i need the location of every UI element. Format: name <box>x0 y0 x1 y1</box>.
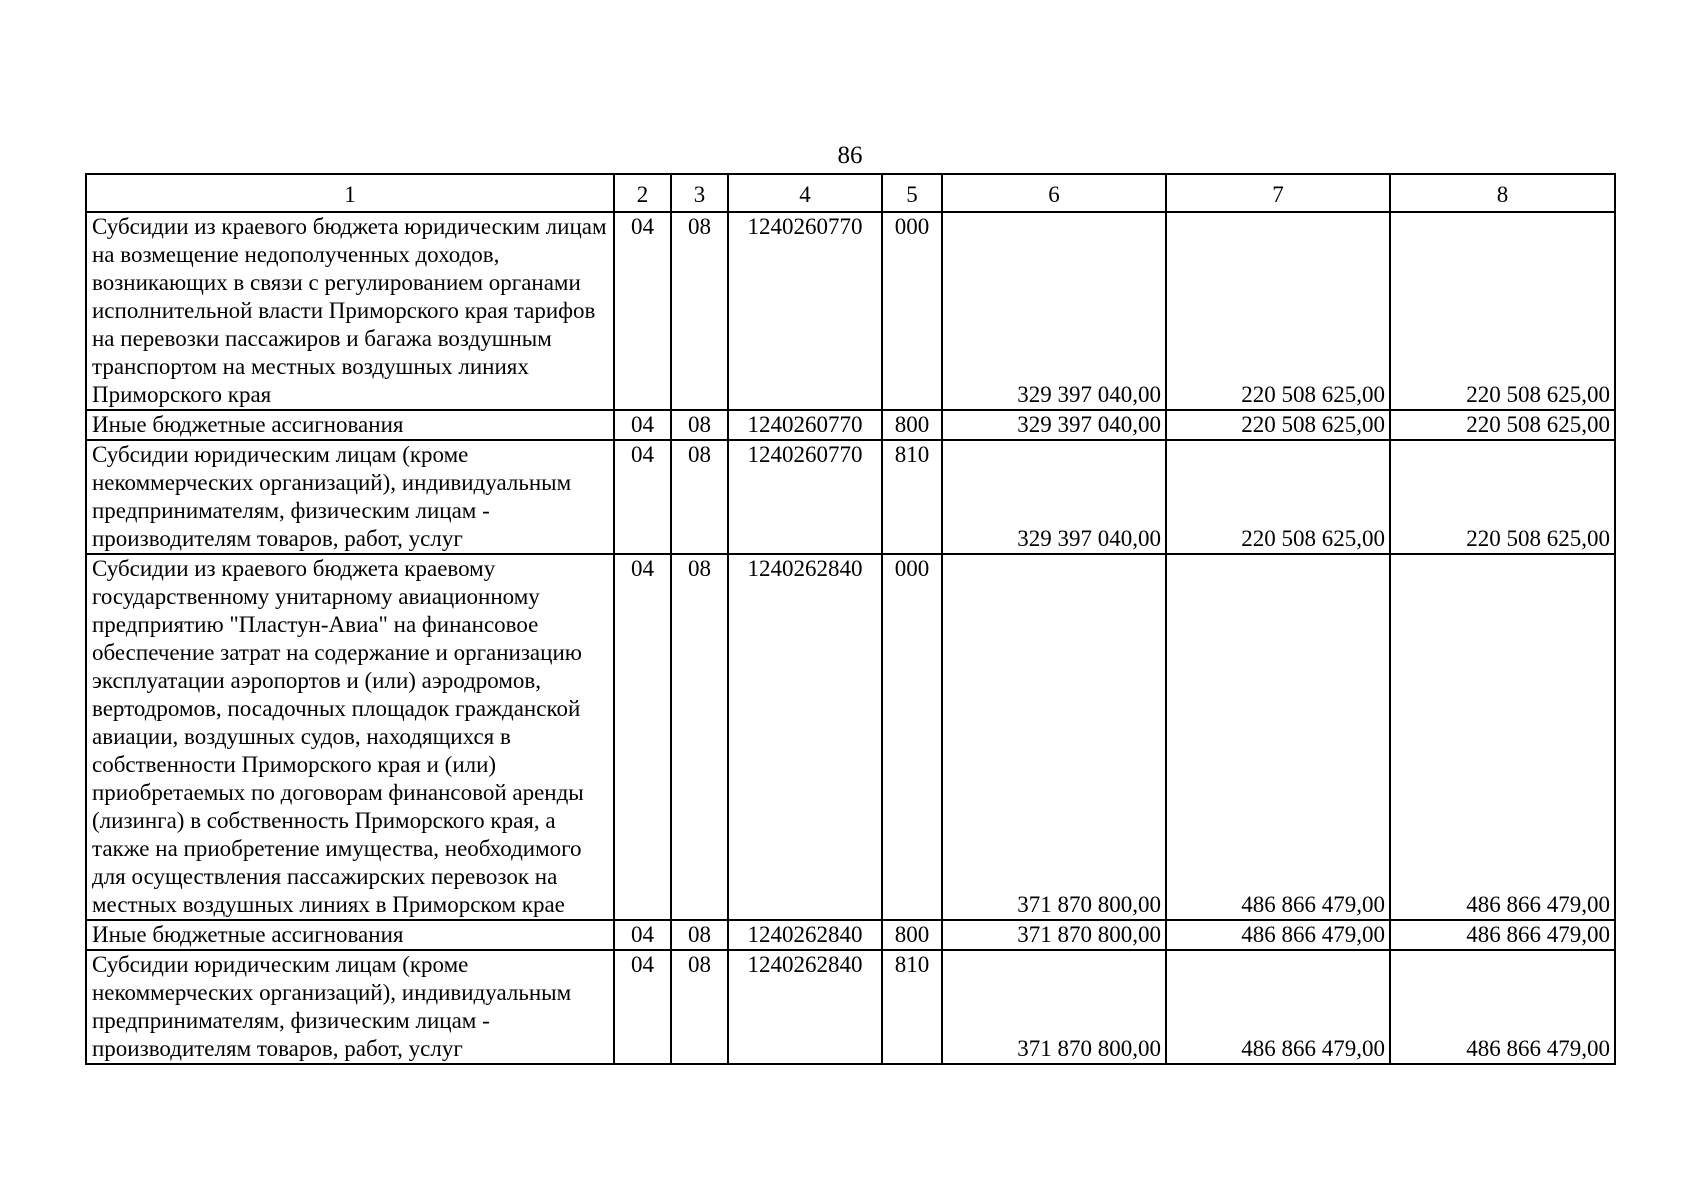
row-subsection: 08 <box>671 950 728 1064</box>
row-name: Субсидии юридическим лицам (кроме некоммерческих организаций), индивидуальным предпринимателям, физическим лицам - производителям товаров, работ, услуг <box>86 950 614 1064</box>
table-row <box>86 440 1615 554</box>
row-target-article: 1240262840 <box>728 554 882 920</box>
row-amount-col8: 486 866 479,00 <box>1390 920 1615 950</box>
row-section: 04 <box>614 410 671 440</box>
row-subsection: 08 <box>671 554 728 920</box>
row-section: 04 <box>614 212 671 410</box>
header-col-1: 1 <box>86 174 614 212</box>
table-row <box>86 950 1615 1064</box>
row-target-article: 1240262840 <box>728 920 882 950</box>
row-subsection: 08 <box>671 920 728 950</box>
page-number: 86 <box>837 142 863 169</box>
row-amount-col6: 371 870 800,00 <box>942 950 1166 1064</box>
row-expense-type: 810 <box>882 950 942 1064</box>
row-amount-col6: 371 870 800,00 <box>942 554 1166 920</box>
header-col-8: 8 <box>1390 174 1615 212</box>
budget-table <box>85 173 1616 1065</box>
row-amount-col7: 486 866 479,00 <box>1166 554 1390 920</box>
row-expense-type: 800 <box>882 920 942 950</box>
header-col-2: 2 <box>614 174 671 212</box>
row-amount-col7: 486 866 479,00 <box>1166 920 1390 950</box>
row-amount-col8: 220 508 625,00 <box>1390 212 1615 410</box>
table-row <box>86 554 1615 920</box>
row-amount-col8: 486 866 479,00 <box>1390 554 1615 920</box>
row-amount-col7: 220 508 625,00 <box>1166 212 1390 410</box>
header-col-6: 6 <box>942 174 1166 212</box>
row-amount-col8: 220 508 625,00 <box>1390 440 1615 554</box>
row-amount-col6: 371 870 800,00 <box>942 920 1166 950</box>
row-name: Иные бюджетные ассигнования <box>86 410 614 440</box>
table-body <box>86 212 1615 1064</box>
row-target-article: 1240260770 <box>728 410 882 440</box>
table-row <box>86 920 1615 950</box>
row-expense-type: 000 <box>882 212 942 410</box>
row-section: 04 <box>614 440 671 554</box>
row-expense-type: 000 <box>882 554 942 920</box>
row-subsection: 08 <box>671 440 728 554</box>
row-name: Субсидии из краевого бюджета краевому государственному унитарному авиационному предприятию "Пластун-Авиа" на финансовое обеспечение затрат на содержание и организацию эксплуатации аэропортов и (или) аэродромов, вертодромов, посадочных площадок гражданской авиации, воздушных судов, находящихся в собственности Приморского края и (или) приобретаемых по договорам финансовой аренды (лизинга) в собственность Приморского края, а также на приобретение имущества, необходимого для осуществления пассажирских перевозок на местных воздушных линиях в Приморском крае <box>86 554 614 920</box>
row-section: 04 <box>614 950 671 1064</box>
header-row <box>86 174 1615 212</box>
row-amount-col6: 329 397 040,00 <box>942 212 1166 410</box>
row-target-article: 1240262840 <box>728 950 882 1064</box>
row-amount-col6: 329 397 040,00 <box>942 440 1166 554</box>
row-amount-col7: 220 508 625,00 <box>1166 410 1390 440</box>
row-expense-type: 810 <box>882 440 942 554</box>
row-name: Субсидии юридическим лицам (кроме некоммерческих организаций), индивидуальным предпринимателям, физическим лицам - производителям товаров, работ, услуг <box>86 440 614 554</box>
row-subsection: 08 <box>671 212 728 410</box>
row-amount-col8: 220 508 625,00 <box>1390 410 1615 440</box>
row-amount-col7: 486 866 479,00 <box>1166 950 1390 1064</box>
row-expense-type: 800 <box>882 410 942 440</box>
table-header <box>86 174 1615 212</box>
row-section: 04 <box>614 554 671 920</box>
row-section: 04 <box>614 920 671 950</box>
header-col-7: 7 <box>1166 174 1390 212</box>
header-col-4: 4 <box>728 174 882 212</box>
header-col-3: 3 <box>671 174 728 212</box>
row-name: Иные бюджетные ассигнования <box>86 920 614 950</box>
row-amount-col7: 220 508 625,00 <box>1166 440 1390 554</box>
row-name: Субсидии из краевого бюджета юридическим лицам на возмещение недополученных доходов, возникающих в связи с регулированием органами исполнительной власти Приморского края тарифов на перевозки пассажиров и багажа воздушным транспортом на местных воздушных линиях Приморского края <box>86 212 614 410</box>
row-target-article: 1240260770 <box>728 212 882 410</box>
row-subsection: 08 <box>671 410 728 440</box>
table-row <box>86 410 1615 440</box>
header-col-5: 5 <box>882 174 942 212</box>
row-target-article: 1240260770 <box>728 440 882 554</box>
row-amount-col8: 486 866 479,00 <box>1390 950 1615 1064</box>
row-amount-col6: 329 397 040,00 <box>942 410 1166 440</box>
table-row <box>86 212 1615 410</box>
